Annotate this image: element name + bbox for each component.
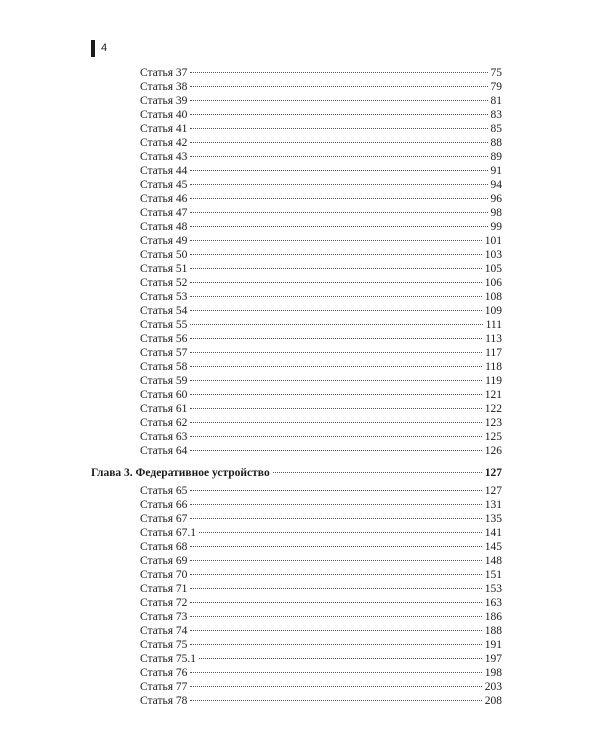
dot-leader	[190, 71, 487, 73]
entry-title: Статья 66	[140, 499, 188, 511]
entry-title: Статья 54	[140, 305, 188, 317]
entry-page: 81	[490, 95, 502, 107]
toc-entry[interactable]	[140, 346, 502, 360]
entry-title: Статья 75	[140, 639, 188, 651]
dot-leader	[190, 407, 481, 409]
entry-title: Статья 49	[140, 235, 188, 247]
entry-title: Статья 50	[140, 249, 188, 261]
dot-leader	[190, 601, 481, 603]
toc-entry[interactable]	[140, 360, 502, 374]
dot-leader	[190, 489, 481, 491]
dot-leader	[190, 281, 481, 283]
dot-leader	[190, 393, 481, 395]
entry-title: Статья 63	[140, 431, 188, 443]
toc-entry[interactable]	[140, 220, 502, 234]
toc-entry[interactable]	[140, 94, 502, 108]
toc-entry[interactable]	[140, 150, 502, 164]
entry-page: 119	[485, 375, 502, 387]
entry-title: Статья 43	[140, 151, 188, 163]
toc-entry[interactable]	[140, 332, 502, 346]
entry-page: 127	[484, 485, 502, 497]
entry-page: 88	[490, 137, 502, 149]
entry-page: 123	[484, 417, 502, 429]
toc-entry[interactable]	[140, 652, 502, 666]
toc-entry[interactable]	[140, 318, 502, 332]
entry-page: 111	[485, 319, 502, 331]
entry-title: Статья 56	[140, 333, 188, 345]
entry-page: 94	[490, 179, 502, 191]
dot-leader	[190, 351, 482, 353]
entry-page: 85	[490, 123, 502, 135]
entry-title: Статья 53	[140, 291, 188, 303]
dot-leader	[190, 155, 487, 157]
dot-leader	[190, 183, 487, 185]
dot-leader	[190, 197, 487, 199]
dot-leader	[190, 545, 481, 547]
dot-leader	[190, 629, 481, 631]
entry-title: Статья 57	[140, 347, 188, 359]
entry-title: Статья 51	[140, 263, 188, 275]
toc-list-bottom	[140, 484, 502, 708]
dot-leader	[190, 323, 482, 325]
toc-entry[interactable]	[140, 526, 502, 540]
entry-title: Статья 61	[140, 403, 188, 415]
entry-title: Статья 44	[140, 165, 188, 177]
entry-title: Статья 59	[140, 375, 188, 387]
entry-title: Статья 42	[140, 137, 188, 149]
dot-leader	[190, 211, 487, 213]
entry-title: Статья 69	[140, 555, 188, 567]
entry-page: 122	[484, 403, 502, 415]
entry-title: Статья 37	[140, 67, 188, 79]
entry-page: 163	[484, 597, 502, 609]
toc-entry[interactable]	[140, 554, 502, 568]
toc-chapter-heading[interactable]	[91, 466, 502, 480]
toc-entry[interactable]	[140, 484, 502, 498]
dot-leader	[190, 503, 481, 505]
toc-entry[interactable]	[140, 136, 502, 150]
toc-entry[interactable]	[140, 498, 502, 512]
toc-entry[interactable]	[140, 304, 502, 318]
dot-leader	[190, 141, 487, 143]
toc-entry[interactable]	[140, 568, 502, 582]
toc-entry[interactable]	[140, 164, 502, 178]
entry-page: 188	[484, 625, 502, 637]
toc-entry[interactable]	[140, 444, 502, 458]
entry-page: 105	[484, 263, 502, 275]
dot-leader	[190, 671, 481, 673]
toc-entry[interactable]	[140, 206, 502, 220]
entry-page: 89	[490, 151, 502, 163]
dot-leader	[190, 435, 481, 437]
dot-leader	[190, 239, 481, 241]
entry-title: Статья 46	[140, 193, 188, 205]
entry-page: 197	[484, 653, 502, 665]
entry-page: 126	[484, 445, 502, 457]
dot-leader	[190, 337, 482, 339]
dot-leader	[190, 253, 481, 255]
toc-entry[interactable]	[140, 694, 502, 708]
entry-title: Статья 41	[140, 123, 188, 135]
toc-entry[interactable]	[140, 596, 502, 610]
toc-entry[interactable]	[140, 374, 502, 388]
entry-title: Статья 38	[140, 81, 188, 93]
toc-entry[interactable]	[140, 638, 502, 652]
dot-leader	[190, 615, 481, 617]
entry-page: 208	[484, 695, 502, 707]
toc-entry[interactable]	[140, 416, 502, 430]
entry-page: 141	[484, 527, 502, 539]
toc-entry[interactable]	[140, 66, 502, 80]
toc-entry[interactable]	[140, 680, 502, 694]
entry-title: Статья 67	[140, 513, 188, 525]
entry-title: Статья 72	[140, 597, 188, 609]
toc-entry[interactable]	[140, 388, 502, 402]
toc-entry[interactable]	[140, 234, 502, 248]
dot-leader	[190, 309, 481, 311]
entry-title: Статья 68	[140, 541, 188, 553]
entry-page: 135	[484, 513, 502, 525]
toc-entry[interactable]	[140, 178, 502, 192]
entry-title: Статья 39	[140, 95, 188, 107]
toc-entry[interactable]	[140, 610, 502, 624]
entry-page: 118	[485, 361, 502, 373]
dot-leader	[190, 643, 481, 645]
toc-entry[interactable]	[140, 540, 502, 554]
dot-leader	[199, 657, 482, 659]
page-marker-bar	[91, 40, 95, 57]
toc-entry[interactable]	[140, 108, 502, 122]
toc-entry[interactable]	[140, 582, 502, 596]
entry-page: 99	[490, 221, 502, 233]
entry-title: Статья 55	[140, 319, 188, 331]
entry-page: 103	[484, 249, 502, 261]
entry-page: 98	[490, 207, 502, 219]
entry-page: 125	[484, 431, 502, 443]
entry-page: 148	[484, 555, 502, 567]
dot-leader	[190, 573, 481, 575]
entry-title: Статья 67.1	[140, 527, 197, 539]
entry-title: Статья 75.1	[140, 653, 197, 665]
dot-leader	[190, 517, 481, 519]
entry-page: 109	[484, 305, 502, 317]
dot-leader	[190, 295, 481, 297]
entry-page: 121	[484, 389, 502, 401]
entry-page: 79	[490, 81, 502, 93]
entry-page: 108	[484, 291, 502, 303]
dot-leader	[190, 99, 487, 101]
entry-title: Статья 47	[140, 207, 188, 219]
entry-title: Статья 78	[140, 695, 188, 707]
entry-page: 151	[484, 569, 502, 581]
dot-leader	[190, 449, 481, 451]
toc-entry[interactable]	[140, 512, 502, 526]
entry-title: Статья 48	[140, 221, 188, 233]
entry-page: 113	[485, 333, 502, 345]
entry-title: Статья 71	[140, 583, 188, 595]
entry-title: Статья 74	[140, 625, 188, 637]
entry-page: 203	[484, 681, 502, 693]
entry-page: 75	[490, 67, 502, 79]
chapter-page: 127	[484, 467, 502, 479]
toc-entry[interactable]	[140, 262, 502, 276]
entry-title: Статья 73	[140, 611, 188, 623]
entry-page: 191	[484, 639, 502, 651]
entry-page: 106	[484, 277, 502, 289]
dot-leader	[190, 225, 487, 227]
page-number: 4	[101, 42, 108, 54]
entry-title: Статья 52	[140, 277, 188, 289]
entry-page: 91	[490, 165, 502, 177]
entry-title: Статья 76	[140, 667, 188, 679]
dot-leader	[190, 699, 481, 701]
entry-page: 186	[484, 611, 502, 623]
toc-list-top	[140, 66, 502, 458]
entry-title: Статья 58	[140, 361, 188, 373]
dot-leader	[190, 379, 482, 381]
entry-title: Статья 64	[140, 445, 188, 457]
toc-entry[interactable]	[140, 290, 502, 304]
entry-title: Статья 40	[140, 109, 188, 121]
entry-title: Статья 62	[140, 417, 188, 429]
toc-entry[interactable]	[140, 666, 502, 680]
dot-leader	[190, 685, 481, 687]
dot-leader	[190, 365, 482, 367]
dot-leader	[190, 85, 487, 87]
entry-page: 198	[484, 667, 502, 679]
toc-entry[interactable]	[140, 192, 502, 206]
toc-entry[interactable]	[140, 122, 502, 136]
dot-leader	[190, 421, 481, 423]
entry-title: Статья 45	[140, 179, 188, 191]
toc-entry[interactable]	[140, 248, 502, 262]
dot-leader	[190, 267, 481, 269]
entry-page: 96	[490, 193, 502, 205]
dot-leader	[190, 113, 487, 115]
chapter-title: Глава 3. Федеративное устройство	[91, 467, 270, 479]
entry-title: Статья 77	[140, 681, 188, 693]
toc-entry[interactable]	[140, 80, 502, 94]
entry-page: 153	[484, 583, 502, 595]
entry-page: 101	[484, 235, 502, 247]
entry-page: 117	[485, 347, 502, 359]
dot-leader	[273, 471, 482, 473]
entry-page: 145	[484, 541, 502, 553]
entry-page: 131	[484, 499, 502, 511]
toc-entry[interactable]	[140, 402, 502, 416]
dot-leader	[190, 127, 487, 129]
dot-leader	[199, 531, 482, 533]
entry-title: Статья 70	[140, 569, 188, 581]
dot-leader	[190, 559, 481, 561]
entry-title: Статья 60	[140, 389, 188, 401]
entry-page: 83	[490, 109, 502, 121]
dot-leader	[190, 587, 481, 589]
toc-entry[interactable]	[140, 276, 502, 290]
toc-entry[interactable]	[140, 430, 502, 444]
entry-title: Статья 65	[140, 485, 188, 497]
toc-entry[interactable]	[140, 624, 502, 638]
dot-leader	[190, 169, 487, 171]
